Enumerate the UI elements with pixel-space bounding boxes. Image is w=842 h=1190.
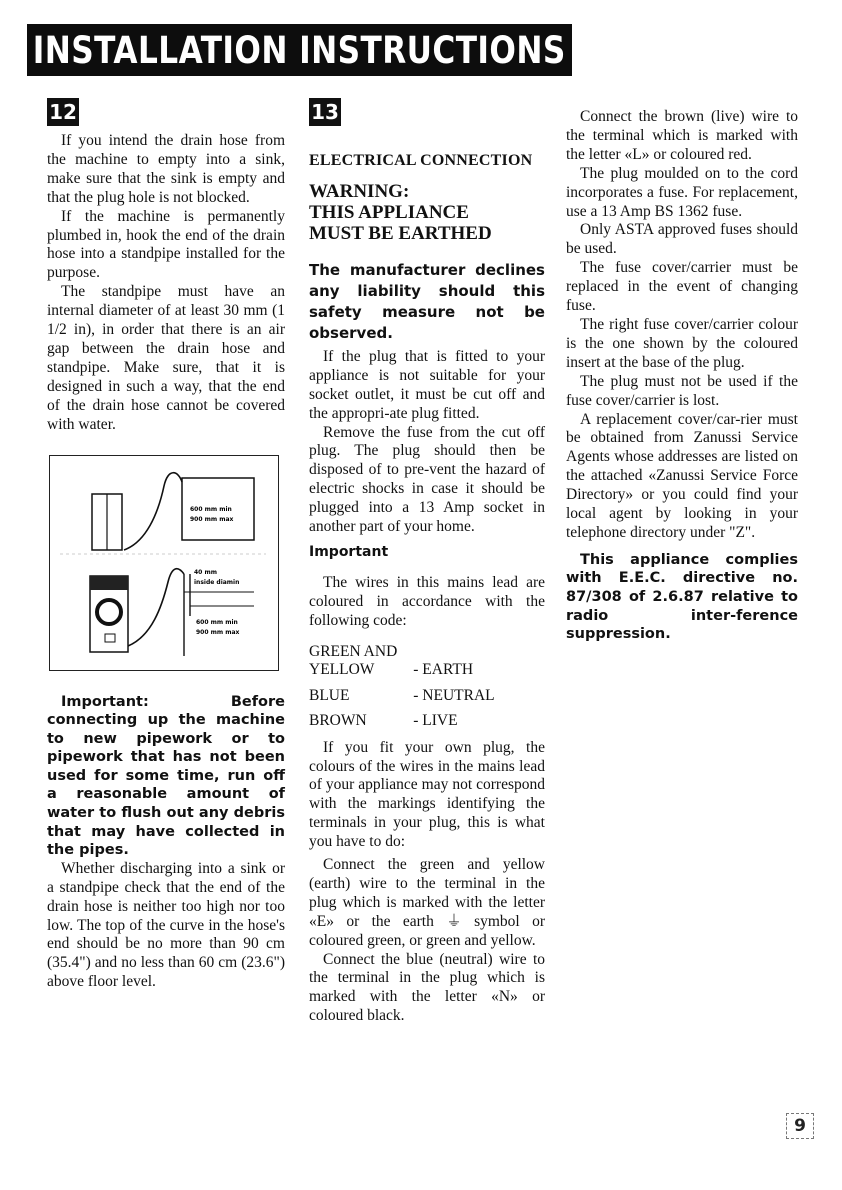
wire-code: - NEUTRAL xyxy=(413,686,495,704)
section-number-13: 13 xyxy=(309,98,341,126)
diagram-label: 600 mm min xyxy=(190,505,232,513)
wire-code: - LIVE xyxy=(413,712,458,730)
diagram-label: inside diamin xyxy=(194,578,240,586)
column-section-12 xyxy=(47,98,285,992)
wire-color: YELLOW xyxy=(309,661,375,679)
paragraph: If the plug that is fitted to your appliance is not suitable for your socket outlet, it must be cut off and the appropri-ate plug fitted. xyxy=(309,347,545,422)
compliance-note: This appliance complies with E.E.C. directive no. 87/308 of 2.6.87 relative to radio inter-ference suppression. xyxy=(566,551,798,643)
disclaimer-text: The manufacturer declines any liability should this safety measure not be observed. xyxy=(309,260,545,342)
page-title: INSTALLATION INSTRUCTIONS xyxy=(27,24,572,76)
drain-hose-curve-bottom xyxy=(128,568,184,645)
paragraph: The plug moulded on to the cord incorporates a fuse. For replacement, use a 13 Amp BS 1362 fuse. xyxy=(566,164,798,220)
section-number-12: 12 xyxy=(47,98,79,126)
diagram-label: 900 mm max xyxy=(190,515,234,523)
drain-hose-diagram xyxy=(49,455,279,671)
paragraph: The fuse cover/carrier must be replaced in the event of changing fuse. xyxy=(566,259,798,315)
earth-symbol-icon: ⏚ xyxy=(446,912,462,930)
paragraph-text: Connect the green and yellow (earth) wire to the terminal in the plug which is marked with the letter «E» or the earth xyxy=(309,856,545,930)
paragraph xyxy=(309,856,545,951)
column-section-13 xyxy=(309,98,545,1026)
wire-color: GREEN AND xyxy=(309,642,398,660)
paragraph: If the machine is permanently plumbed in, hook the end of the drain hose into a standpipe installed for the purpose. xyxy=(47,207,285,282)
diagram-label: 600 mm min xyxy=(196,618,238,626)
warning-line: THIS APPLIANCE xyxy=(309,201,469,223)
paragraph: A replacement cover/car-rier must be obtained from Zanussi Service Agents whose addresses are listed on the attached «Zanussi Service Force Directory» or you could find your local agent by looking in your telephone directory under "Z". xyxy=(566,410,798,541)
section-heading: ELECTRICAL CONNECTION xyxy=(309,152,533,169)
wire-color: BROWN xyxy=(309,712,367,730)
wire-code: - EARTH xyxy=(413,661,474,679)
column-continued xyxy=(566,108,798,644)
page-number: 9 xyxy=(786,1113,814,1139)
paragraph-text: symbol or coloured green, or green and yellow. xyxy=(309,912,546,949)
warning-heading xyxy=(309,181,545,244)
drain-hose-curve-top xyxy=(124,472,182,549)
paragraph: The plug must not be used if the fuse cover/carrier is lost. xyxy=(566,372,798,409)
important-note: Important: Before connecting up the machine to new pipework or to pipework that has not been used for some time, run off a reasonable amount of water to flush out any debris that may have collected in the pipes. xyxy=(47,693,285,859)
paragraph: If you intend the drain hose from the machine to empty into a sink, make sure that the sink is empty and that the plug hole is not blocked. xyxy=(47,132,285,206)
paragraph: The wires in this mains lead are coloured in accordance with the following code: xyxy=(309,573,545,629)
diagram-label: 900 mm max xyxy=(196,628,240,636)
machine-door-shape xyxy=(97,600,121,624)
wire-color: BLUE xyxy=(309,686,350,704)
paragraph: The right fuse cover/carrier colour is the one shown by the coloured insert at the base of the plug. xyxy=(566,315,798,371)
warning-line: WARNING: xyxy=(309,180,410,202)
paragraph: Remove the fuse from the cut off plug. The plug should then be disposed of to pre-vent the hazard of electric shocks in case it should be plugged into a 13 Amp socket in another part of your home. xyxy=(309,423,545,536)
paragraph: Only ASTA approved fuses should be used. xyxy=(566,221,798,258)
paragraph: Whether discharging into a sink or a standpipe check that the end of the drain hose is neither too high nor too low. The top of the curve in the hose's end should be no more than 90 cm (35.4") and no less than 60 cm (23.6") above floor level. xyxy=(47,859,285,991)
paragraph: Connect the brown (live) wire to the terminal which is marked with the letter «L» or coloured red. xyxy=(566,108,798,163)
paragraph: Connect the blue (neutral) wire to the terminal in the plug which is marked with the letter «N» or coloured black. xyxy=(309,950,545,1025)
important-label: Important xyxy=(309,543,389,560)
drain-hose-diagram-svg xyxy=(50,456,278,670)
paragraph: The standpipe must have an internal diameter of at least 30 mm (1 1/2 in), in order that there is an air gap between the drain hose and standpipe. Make sure, that it is designed in such a way, that the end of the drain hose cannot be covered with water. xyxy=(47,283,285,433)
wire-color-table xyxy=(309,643,495,731)
diagram-label: 40 mm xyxy=(194,568,217,576)
paragraph: If you fit your own plug, the colours of the wires in the mains lead of your appliance may not correspond with the markings identifying the terminals in your plug, this is what you have to do: xyxy=(309,738,545,851)
warning-line: MUST BE EARTHED xyxy=(309,222,492,244)
